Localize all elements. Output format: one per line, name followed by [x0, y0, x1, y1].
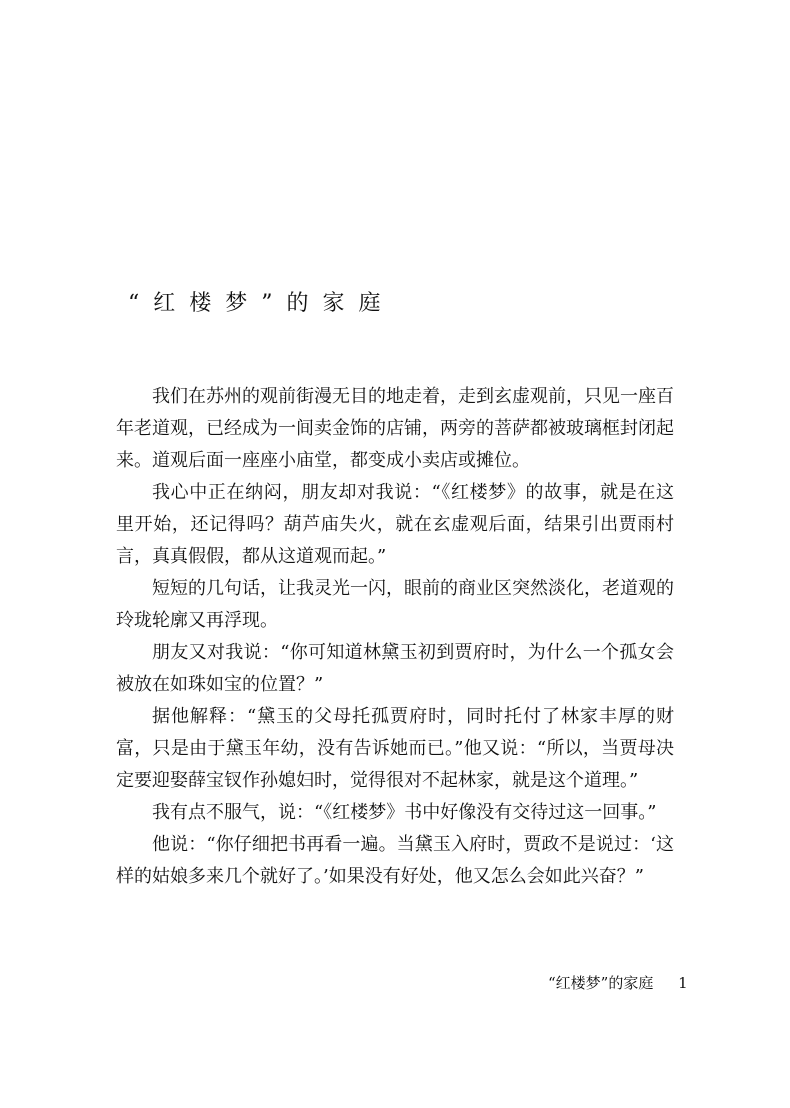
paragraph-7: 他说：“你仔细把书再看一遍。当黛玉入府时，贾政不是说过：‘这样的姑娘多来几个就好了。’如果没有好处，他又怎么会如此兴奋？”: [116, 834, 674, 887]
paragraph-3: 短短的几句话，让我灵光一闪，眼前的商业区突然淡化，老道观的玲珑轮廓又再浮现。: [116, 578, 674, 631]
paragraph-2: 我心中正在纳闷，朋友却对我说：“《红楼梦》的故事，就是在这里开始，还记得吗？葫芦庙失火，就在玄虚观后面，结果引出贾雨村言，真真假假，都从这道观而起。”: [116, 482, 674, 567]
page-number: 1: [678, 974, 688, 992]
paragraph-1: 我们在苏州的观前街漫无目的地走着，走到玄虚观前，只见一座百年老道观，已经成为一间卖金饰的店铺，两旁的菩萨都被玻璃框封闭起来。道观后面一座座小庙堂，都变成小卖店或摊位。: [116, 386, 674, 471]
body-text: [116, 381, 674, 893]
paragraph-5: 据他解释：“黛玉的父母托孤贾府时，同时托付了林家丰厚的财富，只是由于黛玉年幼，没有告诉她而已。”他又说：“所以，当贾母决定要迎娶薛宝钗作孙媳妇时，觉得很对不起林家，就是这个道理。”: [116, 706, 674, 791]
running-footer: [548, 972, 688, 993]
chapter-title: “红楼梦”的家庭: [128, 291, 395, 316]
running-title: “红楼梦”的家庭: [548, 974, 654, 992]
paragraph-4: 朋友又对我说：“你可知道林黛玉初到贾府时，为什么一个孤女会被放在如珠如宝的位置？”: [116, 642, 674, 695]
paragraph-6: 我有点不服气，说：“《红楼梦》书中好像没有交待过这一回事。”: [152, 802, 657, 823]
